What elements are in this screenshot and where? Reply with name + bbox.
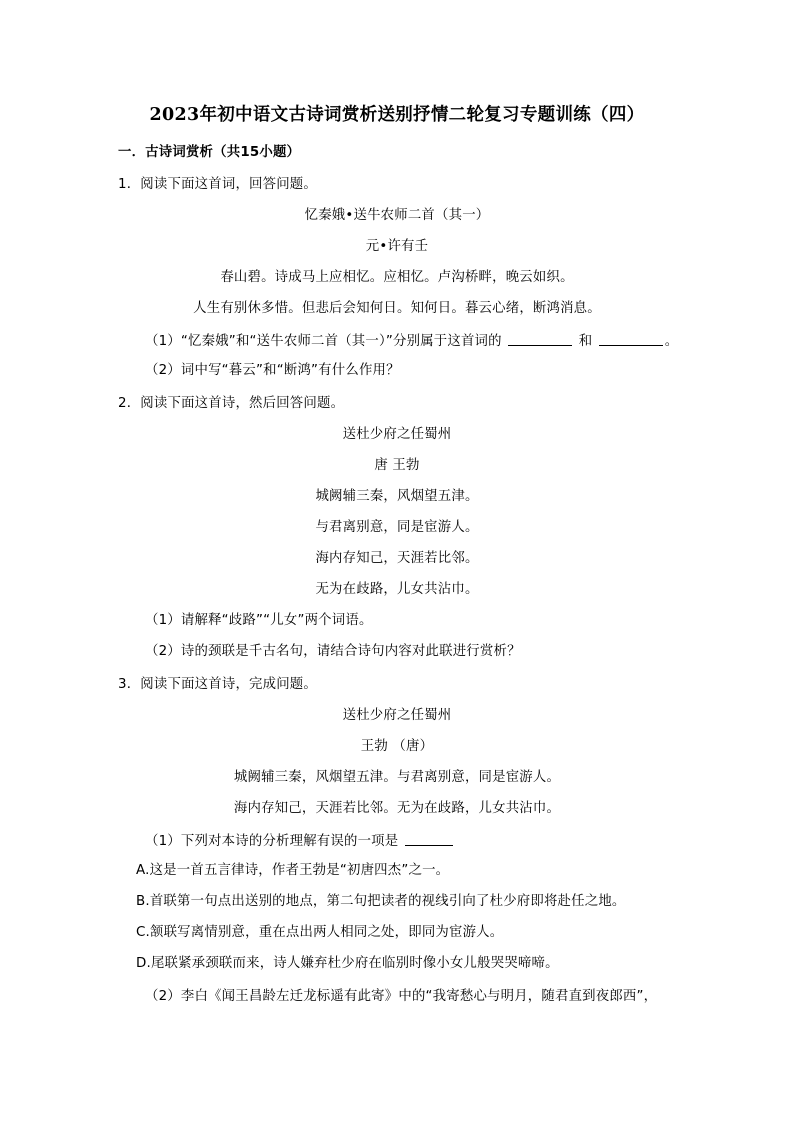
question-2-subquestion-2: （2）诗的颈联是千古名句，请结合诗句内容对此联进行赏析？ [145, 644, 521, 659]
question-3-poem-line: 海内存知己，天涯若比邻。无为在歧路，儿女共沾巾。 [233, 801, 561, 816]
option-b: B.首联第一句点出送别的地点，第二句把读者的视线引向了杜少府即将赴任之地。 [136, 894, 626, 909]
option-a: A.这是一首五言律诗，作者王勃是“初唐四杰”之一。 [136, 863, 450, 878]
question-1-poem-line: 人生有别休多惜。但悲后会知何日。知何日。暮云心绪，断鸿消息。 [193, 301, 601, 316]
subquestion-1-text: （1）下列对本诗的分析理解有误的一项是 [145, 834, 399, 849]
question-1-poem-title: 忆秦娥•送牛农师二首（其一） [304, 208, 490, 223]
subquestion-1-end: 。 [664, 334, 679, 349]
question-3-poem-line: 城阙辅三秦，风烟望五津。与君离别意，同是宦游人。 [233, 770, 561, 785]
question-1-subquestion-1 [145, 333, 678, 348]
question-1-poem-line: 春山碧。诗成马上应相忆。应相忆。卢沟桥畔，晚云如织。 [220, 270, 574, 285]
option-d: D.尾联紧承颈联而来，诗人嫌弃杜少府在临别时像小女儿般哭哭啼啼。 [136, 956, 559, 971]
subquestion-1-connector: 和 [578, 334, 593, 349]
question-1-poem-author: 元•许有壬 [365, 239, 429, 254]
question-1-subquestion-2: （2）词中写“暮云”和“断鸿”有什么作用？ [145, 363, 400, 378]
question-2-poem-title: 送杜少府之任蜀州 [342, 427, 452, 442]
question-3-poem-author: 王勃 （唐） [360, 739, 434, 754]
question-2-poem-line: 海内存知己，天涯若比邻。 [315, 551, 479, 566]
question-3-poem-title: 送杜少府之任蜀州 [342, 708, 452, 723]
document-title: 2023年初中语文古诗词赏析送别抒情二轮复习专题训练（四） [149, 105, 645, 125]
question-1-prompt: 1．阅读下面这首词，回答问题。 [118, 177, 317, 192]
subquestion-1-text: （1）“忆秦娥”和“送牛农师二首（其一）”分别属于这首词的 [145, 334, 502, 349]
question-3-subquestion-2: （2）李白《闻王昌龄左迁龙标遥有此寄》中的“我寄愁心与明月，随君直到夜郎西”， [145, 989, 658, 1004]
question-2-poem-line: 城阙辅三秦，风烟望五津。 [315, 489, 479, 504]
question-2-poem-author: 唐 王勃 [374, 458, 420, 473]
question-2-poem-line: 无为在歧路，儿女共沾巾。 [315, 582, 479, 597]
question-3-subquestion-1 [145, 833, 455, 848]
question-2-prompt: 2．阅读下面这首诗，然后回答问题。 [118, 396, 345, 411]
section-heading: 一．古诗词赏析（共15小题） [118, 145, 301, 160]
answer-blank [599, 333, 663, 346]
question-3-prompt: 3．阅读下面这首诗，完成问题。 [118, 677, 317, 692]
option-c: C.颔联写离情别意，重在点出两人相同之处，即同为宦游人。 [136, 925, 504, 940]
question-2-subquestion-1: （1）请解释“歧路”“儿女”两个词语。 [145, 613, 373, 628]
answer-blank [508, 333, 572, 346]
question-2-poem-line: 与君离别意，同是宦游人。 [315, 520, 479, 535]
answer-blank [405, 833, 453, 846]
